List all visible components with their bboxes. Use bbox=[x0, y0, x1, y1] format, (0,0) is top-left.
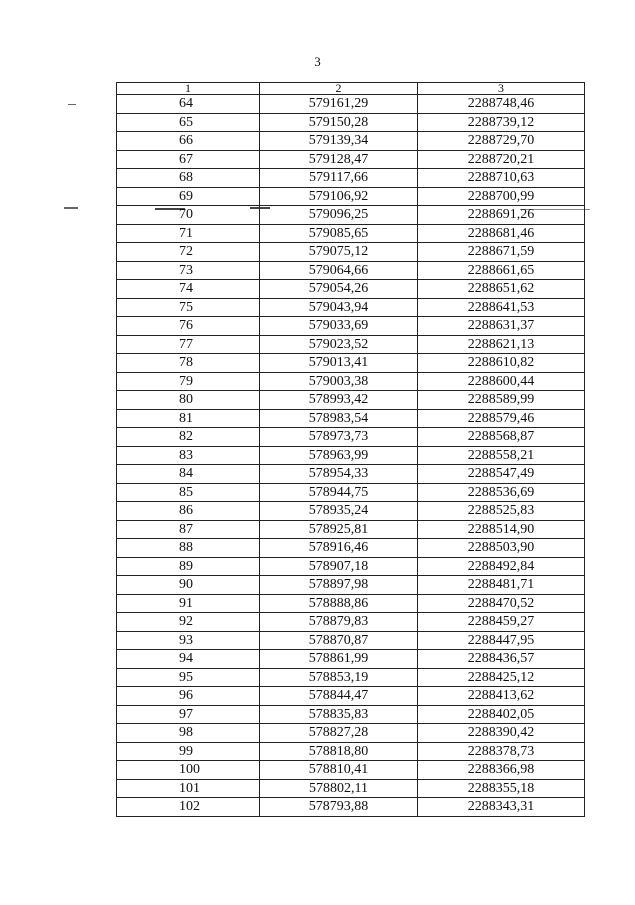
y-coordinate-cell: 2288525,83 bbox=[418, 502, 585, 521]
table-row bbox=[117, 317, 585, 336]
table-row bbox=[117, 95, 585, 114]
table-row bbox=[117, 724, 585, 743]
y-coordinate-cell: 2288671,59 bbox=[418, 243, 585, 262]
x-coordinate-cell: 578802,11 bbox=[260, 779, 418, 798]
table-row bbox=[117, 539, 585, 558]
y-coordinate-cell: 2288681,46 bbox=[418, 224, 585, 243]
x-coordinate-cell: 578944,75 bbox=[260, 483, 418, 502]
point-number-cell: 97 bbox=[117, 705, 260, 724]
point-number-cell: 69 bbox=[117, 187, 260, 206]
point-number-cell: 87 bbox=[117, 520, 260, 539]
x-coordinate-cell: 578844,47 bbox=[260, 687, 418, 706]
point-number-cell: 73 bbox=[117, 261, 260, 280]
y-coordinate-cell: 2288568,87 bbox=[418, 428, 585, 447]
table-row bbox=[117, 594, 585, 613]
x-coordinate-cell: 578993,42 bbox=[260, 391, 418, 410]
y-coordinate-cell: 2288343,31 bbox=[418, 798, 585, 817]
x-coordinate-cell: 579064,66 bbox=[260, 261, 418, 280]
x-coordinate-cell: 579033,69 bbox=[260, 317, 418, 336]
x-coordinate-cell: 579003,38 bbox=[260, 372, 418, 391]
x-coordinate-cell: 578888,86 bbox=[260, 594, 418, 613]
x-coordinate-cell: 578963,99 bbox=[260, 446, 418, 465]
x-coordinate-cell: 578973,73 bbox=[260, 428, 418, 447]
table-row bbox=[117, 779, 585, 798]
x-coordinate-cell: 578870,87 bbox=[260, 631, 418, 650]
x-coordinate-cell: 578861,99 bbox=[260, 650, 418, 669]
column-header: 2 bbox=[260, 83, 418, 95]
point-number-cell: 68 bbox=[117, 169, 260, 188]
point-number-cell: 93 bbox=[117, 631, 260, 650]
point-number-cell: 66 bbox=[117, 132, 260, 151]
y-coordinate-cell: 2288748,46 bbox=[418, 95, 585, 114]
x-coordinate-cell: 578853,19 bbox=[260, 668, 418, 687]
x-coordinate-cell: 578925,81 bbox=[260, 520, 418, 539]
table-row bbox=[117, 650, 585, 669]
table-row bbox=[117, 206, 585, 225]
x-coordinate-cell: 579013,41 bbox=[260, 354, 418, 373]
table-row bbox=[117, 428, 585, 447]
x-coordinate-cell: 578983,54 bbox=[260, 409, 418, 428]
y-coordinate-cell: 2288390,42 bbox=[418, 724, 585, 743]
column-header: 1 bbox=[117, 83, 260, 95]
x-coordinate-cell: 578935,24 bbox=[260, 502, 418, 521]
table-row bbox=[117, 576, 585, 595]
x-coordinate-cell: 579075,12 bbox=[260, 243, 418, 262]
point-number-cell: 96 bbox=[117, 687, 260, 706]
x-coordinate-cell: 578827,28 bbox=[260, 724, 418, 743]
point-number-cell: 80 bbox=[117, 391, 260, 410]
column-header: 3 bbox=[418, 83, 585, 95]
x-coordinate-cell: 579096,25 bbox=[260, 206, 418, 225]
y-coordinate-cell: 2288691,26 bbox=[418, 206, 585, 225]
table-row bbox=[117, 520, 585, 539]
table-row bbox=[117, 761, 585, 780]
point-number-cell: 85 bbox=[117, 483, 260, 502]
y-coordinate-cell: 2288536,69 bbox=[418, 483, 585, 502]
y-coordinate-cell: 2288503,90 bbox=[418, 539, 585, 558]
x-coordinate-cell: 579128,47 bbox=[260, 150, 418, 169]
x-coordinate-cell: 579106,92 bbox=[260, 187, 418, 206]
point-number-cell: 86 bbox=[117, 502, 260, 521]
point-number-cell: 75 bbox=[117, 298, 260, 317]
x-coordinate-cell: 578907,18 bbox=[260, 557, 418, 576]
point-number-cell: 78 bbox=[117, 354, 260, 373]
point-number-cell: 64 bbox=[117, 95, 260, 114]
table-row bbox=[117, 187, 585, 206]
point-number-cell: 83 bbox=[117, 446, 260, 465]
x-coordinate-cell: 579117,66 bbox=[260, 169, 418, 188]
table-row bbox=[117, 335, 585, 354]
x-coordinate-cell: 579023,52 bbox=[260, 335, 418, 354]
point-number-cell: 101 bbox=[117, 779, 260, 798]
y-coordinate-cell: 2288700,99 bbox=[418, 187, 585, 206]
point-number-cell: 95 bbox=[117, 668, 260, 687]
table-row bbox=[117, 298, 585, 317]
point-number-cell: 71 bbox=[117, 224, 260, 243]
table-row bbox=[117, 409, 585, 428]
y-coordinate-cell: 2288492,84 bbox=[418, 557, 585, 576]
page-number: 3 bbox=[314, 54, 321, 69]
point-number-cell: 88 bbox=[117, 539, 260, 558]
x-coordinate-cell: 578835,83 bbox=[260, 705, 418, 724]
point-number-cell: 72 bbox=[117, 243, 260, 262]
y-coordinate-cell: 2288558,21 bbox=[418, 446, 585, 465]
x-coordinate-cell: 578897,98 bbox=[260, 576, 418, 595]
scan-speck bbox=[64, 207, 78, 209]
table-header-row bbox=[117, 83, 585, 95]
point-number-cell: 99 bbox=[117, 742, 260, 761]
table-row bbox=[117, 113, 585, 132]
table-row bbox=[117, 742, 585, 761]
y-coordinate-cell: 2288720,21 bbox=[418, 150, 585, 169]
y-coordinate-cell: 2288425,12 bbox=[418, 668, 585, 687]
point-number-cell: 74 bbox=[117, 280, 260, 299]
x-coordinate-cell: 579054,26 bbox=[260, 280, 418, 299]
y-coordinate-cell: 2288739,12 bbox=[418, 113, 585, 132]
table-row bbox=[117, 280, 585, 299]
table-row bbox=[117, 391, 585, 410]
y-coordinate-cell: 2288470,52 bbox=[418, 594, 585, 613]
x-coordinate-cell: 578879,83 bbox=[260, 613, 418, 632]
point-number-cell: 84 bbox=[117, 465, 260, 484]
point-number-cell: 102 bbox=[117, 798, 260, 817]
x-coordinate-cell: 578818,80 bbox=[260, 742, 418, 761]
y-coordinate-cell: 2288710,63 bbox=[418, 169, 585, 188]
point-number-cell: 81 bbox=[117, 409, 260, 428]
table-row bbox=[117, 502, 585, 521]
table-row bbox=[117, 687, 585, 706]
x-coordinate-cell: 579161,29 bbox=[260, 95, 418, 114]
point-number-cell: 82 bbox=[117, 428, 260, 447]
point-number-cell: 67 bbox=[117, 150, 260, 169]
coordinates-table bbox=[116, 82, 585, 817]
table-row bbox=[117, 224, 585, 243]
y-coordinate-cell: 2288589,99 bbox=[418, 391, 585, 410]
x-coordinate-cell: 578810,41 bbox=[260, 761, 418, 780]
y-coordinate-cell: 2288641,53 bbox=[418, 298, 585, 317]
y-coordinate-cell: 2288459,27 bbox=[418, 613, 585, 632]
y-coordinate-cell: 2288621,13 bbox=[418, 335, 585, 354]
point-number-cell: 70 bbox=[117, 206, 260, 225]
table-row bbox=[117, 465, 585, 484]
y-coordinate-cell: 2288729,70 bbox=[418, 132, 585, 151]
table-row bbox=[117, 261, 585, 280]
x-coordinate-cell: 578916,46 bbox=[260, 539, 418, 558]
y-coordinate-cell: 2288355,18 bbox=[418, 779, 585, 798]
y-coordinate-cell: 2288402,05 bbox=[418, 705, 585, 724]
y-coordinate-cell: 2288651,62 bbox=[418, 280, 585, 299]
y-coordinate-cell: 2288366,98 bbox=[418, 761, 585, 780]
y-coordinate-cell: 2288436,57 bbox=[418, 650, 585, 669]
point-number-cell: 94 bbox=[117, 650, 260, 669]
table-row bbox=[117, 631, 585, 650]
y-coordinate-cell: 2288514,90 bbox=[418, 520, 585, 539]
y-coordinate-cell: 2288631,37 bbox=[418, 317, 585, 336]
point-number-cell: 79 bbox=[117, 372, 260, 391]
x-coordinate-cell: 578793,88 bbox=[260, 798, 418, 817]
table-row bbox=[117, 446, 585, 465]
table-row bbox=[117, 354, 585, 373]
y-coordinate-cell: 2288447,95 bbox=[418, 631, 585, 650]
table-row bbox=[117, 150, 585, 169]
x-coordinate-cell: 579150,28 bbox=[260, 113, 418, 132]
y-coordinate-cell: 2288378,73 bbox=[418, 742, 585, 761]
point-number-cell: 100 bbox=[117, 761, 260, 780]
table-row bbox=[117, 132, 585, 151]
y-coordinate-cell: 2288481,71 bbox=[418, 576, 585, 595]
point-number-cell: 76 bbox=[117, 317, 260, 336]
y-coordinate-cell: 2288579,46 bbox=[418, 409, 585, 428]
point-number-cell: 91 bbox=[117, 594, 260, 613]
scan-speck bbox=[68, 104, 76, 105]
x-coordinate-cell: 579139,34 bbox=[260, 132, 418, 151]
point-number-cell: 92 bbox=[117, 613, 260, 632]
x-coordinate-cell: 578954,33 bbox=[260, 465, 418, 484]
y-coordinate-cell: 2288413,62 bbox=[418, 687, 585, 706]
x-coordinate-cell: 579085,65 bbox=[260, 224, 418, 243]
table-row bbox=[117, 798, 585, 817]
point-number-cell: 98 bbox=[117, 724, 260, 743]
table-row bbox=[117, 705, 585, 724]
x-coordinate-cell: 579043,94 bbox=[260, 298, 418, 317]
point-number-cell: 65 bbox=[117, 113, 260, 132]
point-number-cell: 90 bbox=[117, 576, 260, 595]
y-coordinate-cell: 2288600,44 bbox=[418, 372, 585, 391]
table-row bbox=[117, 169, 585, 188]
y-coordinate-cell: 2288547,49 bbox=[418, 465, 585, 484]
table-row bbox=[117, 483, 585, 502]
table-row bbox=[117, 243, 585, 262]
table-row bbox=[117, 613, 585, 632]
table-row bbox=[117, 372, 585, 391]
y-coordinate-cell: 2288610,82 bbox=[418, 354, 585, 373]
table-row bbox=[117, 668, 585, 687]
y-coordinate-cell: 2288661,65 bbox=[418, 261, 585, 280]
point-number-cell: 89 bbox=[117, 557, 260, 576]
point-number-cell: 77 bbox=[117, 335, 260, 354]
table-row bbox=[117, 557, 585, 576]
